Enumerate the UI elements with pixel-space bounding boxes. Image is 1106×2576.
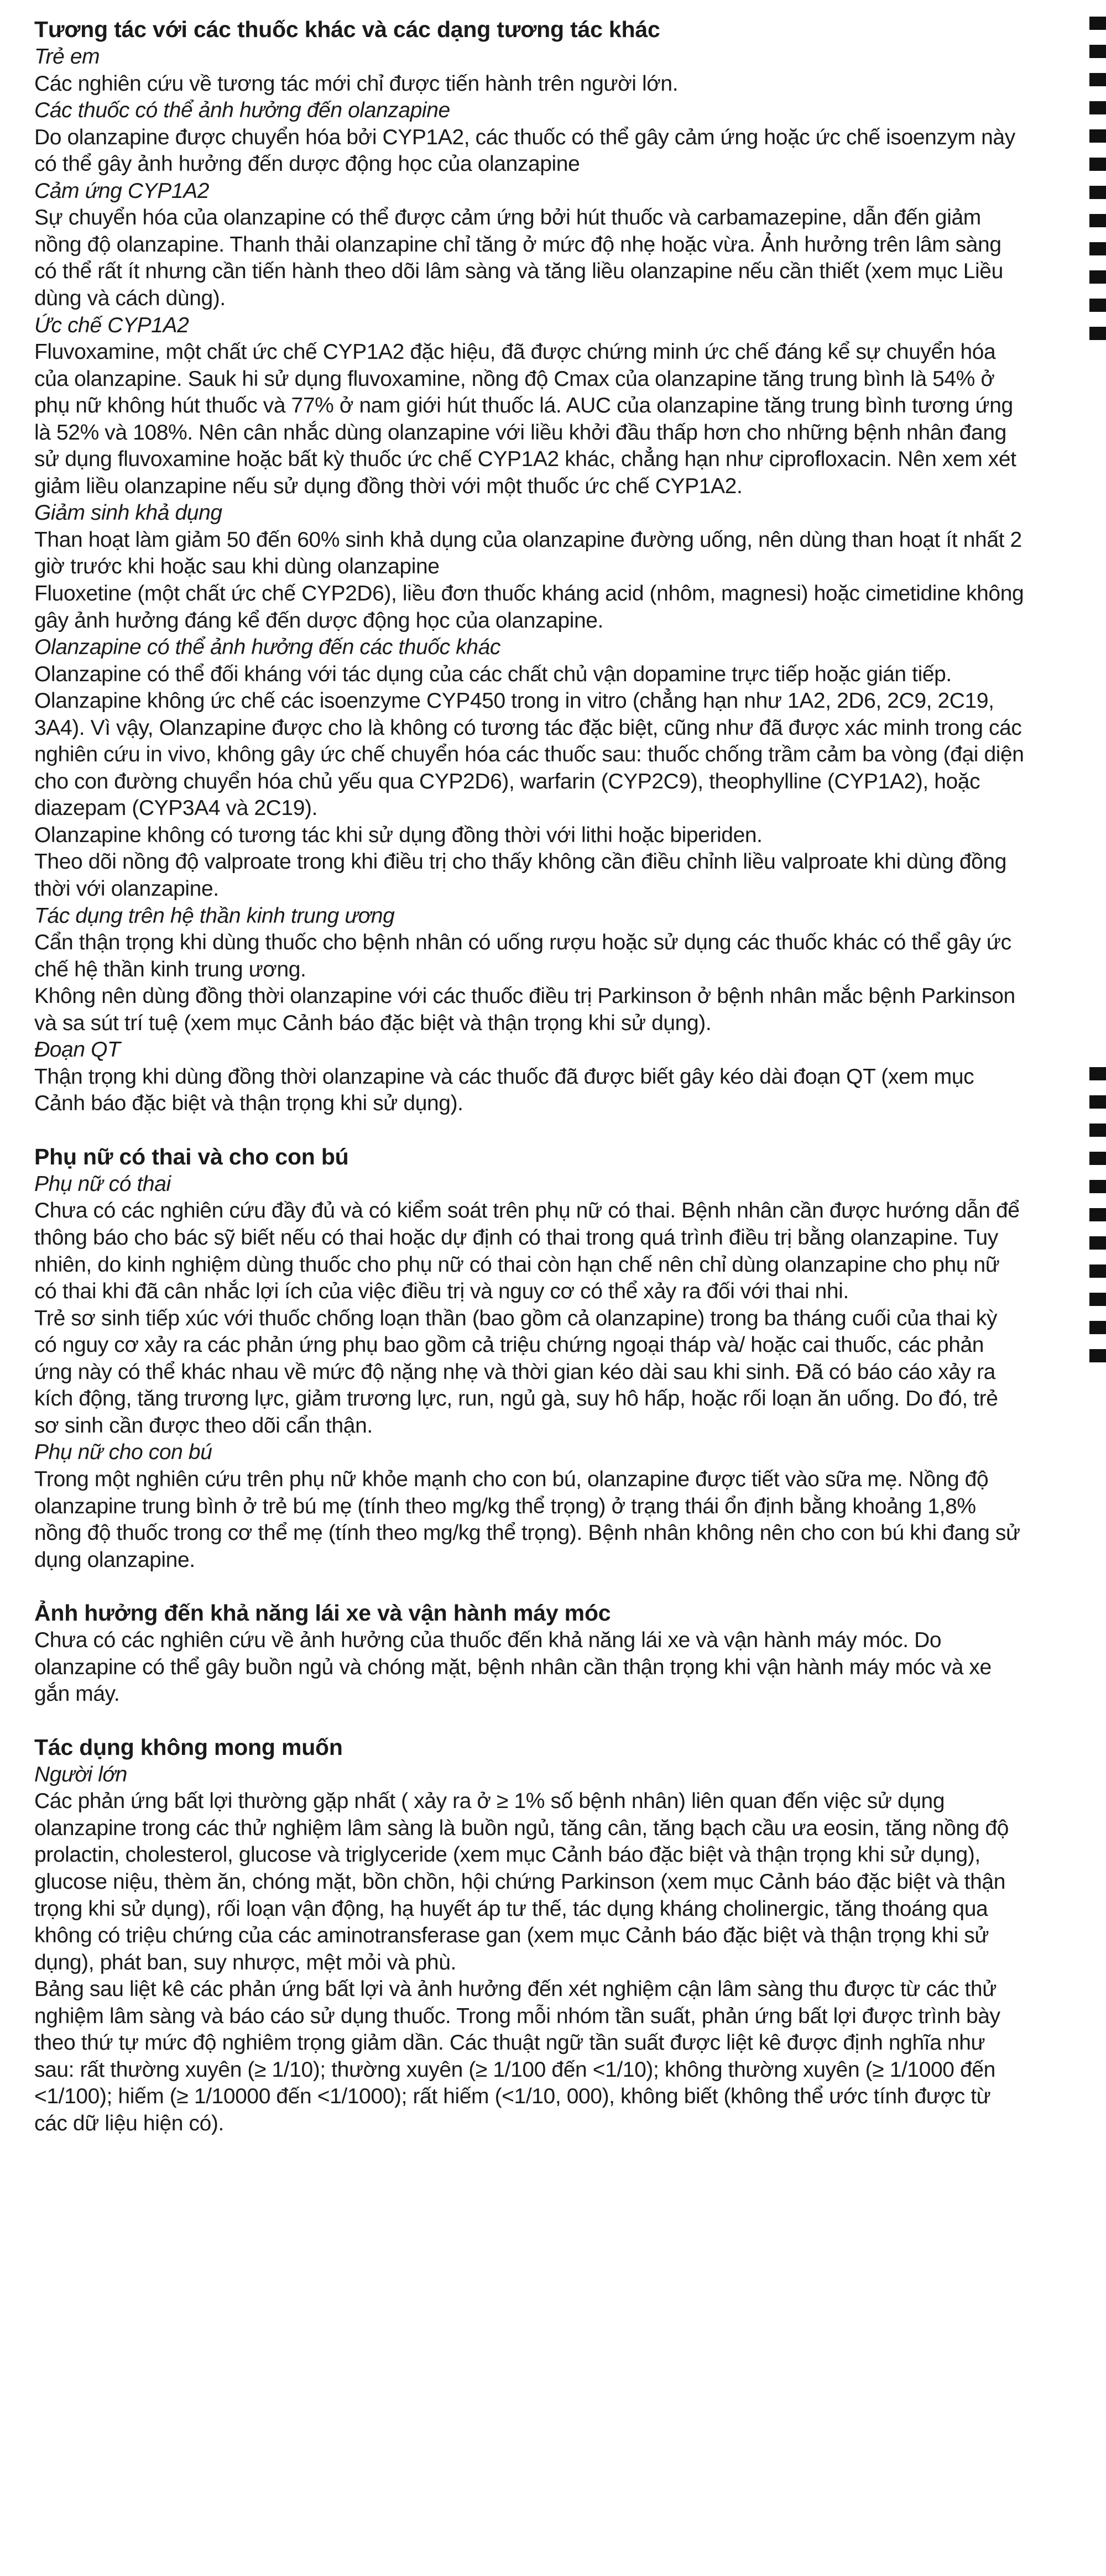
paragraph: Không nên dùng đồng thời olanzapine với các thuốc điều trị Parkinson ở bệnh nhân mắc bệnh Parkinson và sa sút trí tuệ (xem mục Cảnh báo đặc biệt và thận trọng khi sử dụng). [34,984,1015,1035]
edge-mark [1089,73,1106,86]
section-title: Tác dụng không mong muốn [34,1734,343,1760]
subsection-title: Tác dụng trên hệ thần kinh trung ương [34,903,395,928]
edge-mark [1089,45,1106,58]
section-title: Tương tác với các thuốc khác và các dạng tương tác khác [34,17,660,42]
paragraph: Do olanzapine được chuyển hóa bởi CYP1A2, các thuốc có thể gây cảm ứng hoặc ức chế isoenzym này có thể gây ảnh hưởng đến dược động học của olanzapine [34,125,1015,176]
paragraph: Than hoạt làm giảm 50 đến 60% sinh khả dụng của olanzapine đường uống, nên dùng than hoạt ít nhất 2 giờ trước khi hoặc sau khi dùng olanzapine [34,527,1022,579]
section-gap [34,1117,1024,1143]
edge-mark [1089,101,1106,114]
subsection-title: Phụ nữ có thai [34,1172,171,1196]
edge-mark [1089,214,1106,227]
edge-mark [1089,1236,1106,1250]
edge-mark [1089,242,1106,255]
paragraph: Theo dõi nồng độ valproate trong khi điều trị cho thấy không cần điều chỉnh liều valproate khi dùng đồng thời với olanzapine. [34,850,1006,901]
subsection-title: Olanzapine có thể ảnh hưởng đến các thuốc khác [34,635,500,660]
subsection-title: Các thuốc có thể ảnh hưởng đến olanzapine [34,98,450,123]
section-gap [34,1574,1024,1599]
paragraph: Bảng sau liệt kê các phản ứng bất lợi và ảnh hưởng đến xét nghiệm cận lâm sàng thu được từ các thử nghiệm lâm sàng và báo cáo sử dụng thuốc. Trong mỗi nhóm tần suất, phản ứng bất lợi được trình bày theo thứ tự mức độ nghiêm trọng giảm dần. Các thuật ngữ tần suất được liệt kê được định nghĩa như sau: rất thường xuyên (≥ 1/10); thường xuyên (≥ 1/100 đến <1/10); không thường xuyên (≥ 1/1000 đến <1/100); hiếm (≥ 1/10000 đến <1/1000); rất hiếm (<1/10, 000), không biết (không thể ước tính được từ các dữ liệu hiện có). [34,1977,1000,2135]
subsection-title: Giảm sinh khả dụng [34,501,222,525]
subsection-title: Người lớn [34,1762,127,1786]
paragraph: Chưa có các nghiên cứu đầy đủ và có kiểm soát trên phụ nữ có thai. Bệnh nhân cần được hướng dẫn để thông báo cho bác sỹ biết nếu có thai hoặc dự định có thai trong quá trình điều trị bằng olanzapine. Tuy nhiên, do kinh nghiệm dùng thuốc cho phụ nữ có thai còn hạn chế nên chỉ dùng olanzapine cho phụ nữ có thai khi đã cân nhắc lợi ích của việc điều trị và nguy cơ có thể xảy ra đối với thai nhi. [34,1199,1020,1304]
edge-marks-top [1089,17,1106,355]
subsection-title: Trẻ em [34,45,100,69]
paragraph: Chưa có các nghiên cứu về ảnh hưởng của thuốc đến khả năng lái xe và vận hành máy móc. Do olanzapine có thể gây buồn ngủ và chóng mặt, bệnh nhân cần thận trọng khi vận hành máy móc và xe gắn máy. [34,1628,992,1706]
edge-mark [1089,1265,1106,1278]
subsection-title: Đoạn QT [34,1038,121,1062]
paragraph: Cẩn thận trọng khi dùng thuốc cho bệnh nhân có uống rượu hoặc sử dụng các thuốc khác có thể gây ức chế hệ thần kinh trung ương. [34,931,1011,981]
paragraph: Fluoxetine (một chất ức chế CYP2D6), liều đơn thuốc kháng acid (nhôm, magnesi) hoặc cimetidine không gây ảnh hưởng đáng kể đến dược động học của olanzapine. [34,581,1024,633]
section-driving [34,1599,1024,1708]
paragraph: Trong một nghiên cứu trên phụ nữ khỏe mạnh cho con bú, olanzapine được tiết vào sữa mẹ. Nồng độ olanzapine trung bình ở trẻ bú mẹ (tính theo mg/kg thể trọng) ở trạng thái ổn định bằng khoảng 1,8% nồng độ thuốc trong cơ thể mẹ (tính theo mg/kg thể trọng). Bệnh nhân không nên cho con bú khi đang sử dụng olanzapine. [34,1467,1020,1572]
edge-mark [1089,17,1106,30]
section-gap [34,1708,1024,1733]
section-adverse-effects [34,1733,1024,2138]
edge-mark [1089,299,1106,312]
edge-marks-middle [1089,1067,1106,1377]
edge-mark [1089,158,1106,171]
paragraph: Các nghiên cứu về tương tác mới chỉ được tiến hành trên người lớn. [34,71,679,96]
paragraph: Thận trọng khi dùng đồng thời olanzapine và các thuốc đã được biết gây kéo dài đoạn QT (xem mục Cảnh báo đặc biệt và thận trọng khi sử dụng). [34,1064,974,1116]
paragraph: Fluvoxamine, một chất ức chế CYP1A2 đặc hiệu, đã được chứng minh ức chế đáng kể sự chuyển hóa của olanzapine. Sauk hi sử dụng fluvoxamine, nồng độ Cmax của olanzapine tăng trung bình là 54% ở phụ nữ không hút thuốc và 77% ở nam giới hút thuốc lá. AUC của olanzapine tăng trung bình tương ứng là 52% và 108%. Nên cân nhắc dùng olanzapine với liều khởi đầu thấp hơn cho những bệnh nhân đang sử dụng fluvoxamine hoặc bất kỳ thuốc ức chế CYP1A2 khác, chẳng hạn như ciprofloxacin. Nên xem xét giảm liều olanzapine nếu sử dụng đồng thời với một thuốc ức chế CYP1A2. [34,340,1016,498]
section-pregnancy [34,1143,1024,1574]
paragraph: Olanzapine có thể đối kháng với tác dụng của các chất chủ vận dopamine trực tiếp hoặc gián tiếp. [34,662,952,686]
subsection-title: Ức chế CYP1A2 [34,313,189,337]
edge-mark [1089,1180,1106,1193]
paragraph: Trẻ sơ sinh tiếp xúc với thuốc chống loạn thần (bao gồm cả olanzapine) trong ba tháng cuối của thai kỳ có nguy cơ xảy ra các phản ứng phụ bao gồm cả triệu chứng ngoại tháp và/ hoặc cai thuốc, các phản ứng này có thể khác nhau về mức độ nặng nhẹ và thời gian kéo dài sau khi sinh. Đã có báo cáo xảy ra kích động, tăng trương lực, giảm trương lực, run, ngủ gà, suy hô hấp, hoặc rối loạn ăn uống. Do đó, trẻ sơ sinh cần được theo dõi cẩn thận. [34,1306,998,1438]
document-page [34,15,1024,2138]
section-title: Ảnh hưởng đến khả năng lái xe và vận hành máy móc [34,1600,611,1626]
edge-mark [1089,129,1106,143]
edge-mark [1089,1349,1106,1362]
paragraph: Olanzapine không có tương tác khi sử dụng đồng thời với lithi hoặc biperiden. [34,823,763,847]
edge-mark [1089,1124,1106,1137]
edge-mark [1089,1095,1106,1109]
paragraph: Sự chuyển hóa của olanzapine có thể được cảm ứng bởi hút thuốc và carbamazepine, dẫn đến giảm nồng độ olanzapine. Thanh thải olanzapine chỉ tăng ở mức độ nhẹ hoặc vừa. Ảnh hưởng trên lâm sàng có thể rất ít nhưng cần tiến hành theo dõi lâm sàng và tăng liều olanzapine nếu cần thiết (xem mục Liều dùng và cách dùng). [34,206,1003,310]
edge-mark [1089,186,1106,199]
edge-mark [1089,270,1106,284]
paragraph: Các phản ứng bất lợi thường gặp nhất ( xảy ra ở ≥ 1% số bệnh nhân) liên quan đến việc sử dụng olanzapine trong các thử nghiệm lâm sàng là buồn ngủ, tăng cân, tăng bạch cầu ưa eosin, tăng nồng độ prolactin, cholesterol, glucose và triglyceride (xem mục Cảnh báo đặc biệt và thận trọng khi sử dụng), glucose niệu, thèm ăn, chóng mặt, bồn chồn, hội chứng Parkinson (xem mục Cảnh báo đặc biệt và thận trọng khi sử dụng), rối loạn vận động, hạ huyết áp tư thế, tác dụng kháng cholinergic, tăng thoáng qua không có triệu chứng của các aminotransferase gan (xem mục Cảnh báo đặc biệt và thận trọng khi sử dụng), phát ban, suy nhược, mệt mỏi và phù. [34,1789,1009,1974]
subsection-title: Phụ nữ cho con bú [34,1440,212,1465]
subsection-title: Cảm ứng CYP1A2 [34,179,210,203]
section-title: Phụ nữ có thai và cho con bú [34,1143,349,1169]
edge-mark [1089,1152,1106,1165]
edge-mark [1089,1293,1106,1306]
edge-mark [1089,1321,1106,1334]
section-interactions [34,15,1024,1117]
edge-mark [1089,1208,1106,1221]
edge-mark [1089,1067,1106,1080]
edge-mark [1089,327,1106,340]
paragraph: Olanzapine không ức chế các isoenzyme CYP450 trong in vitro (chẳng hạn như 1A2, 2D6, 2C9, 2C19, 3A4). Vì vậy, Olanzapine được cho là không có tương tác đặc biệt, cũng như đã được xác minh trong các nghiên cứu in vivo, không gây ức chế chuyển hóa các thuốc sau: thuốc chống trầm cảm ba vòng (đại diện cho con đường chuyển hóa chủ yếu qua CYP2D6), warfarin (CYP2C9), theophylline (CYP1A2), hoặc diazepam (CYP3A4 và 2C19). [34,689,1024,821]
